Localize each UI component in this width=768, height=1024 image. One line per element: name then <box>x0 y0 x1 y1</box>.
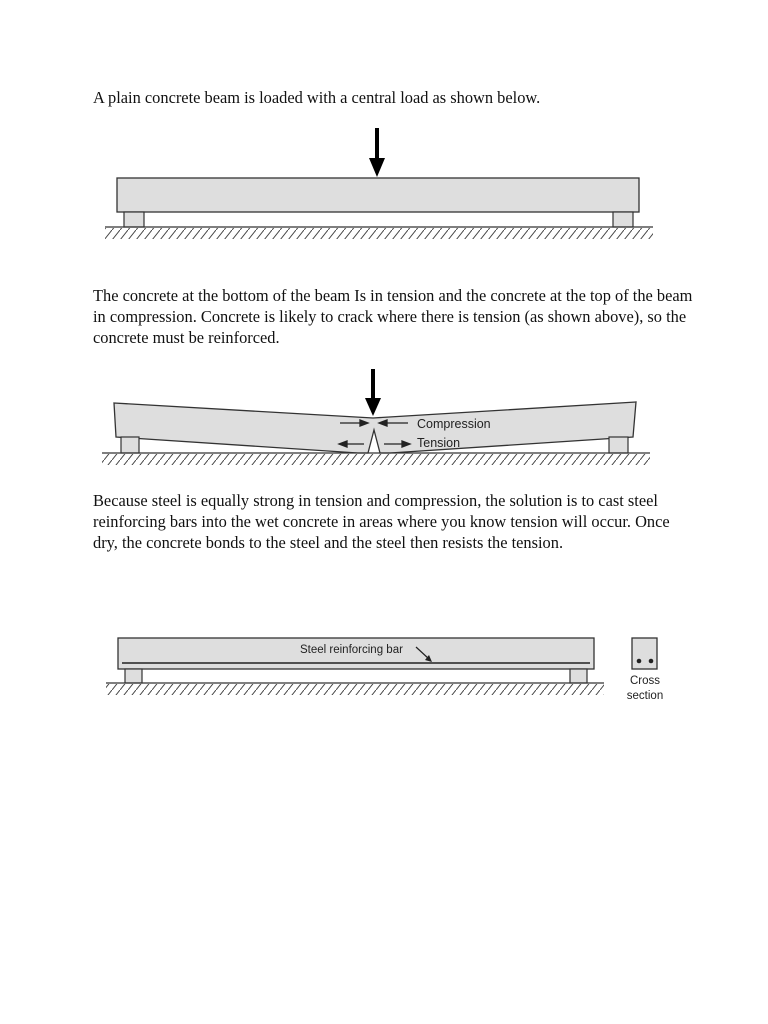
cross-section-label-line1: Cross <box>629 675 661 687</box>
figure-deflected-beam <box>0 365 768 475</box>
right-support <box>613 212 633 227</box>
right-support <box>570 669 587 683</box>
figure-reinforced-beam <box>0 630 768 710</box>
figure-plain-beam <box>0 120 768 250</box>
load-arrow-icon <box>369 128 385 177</box>
reinforcement-paragraph: Because steel is equally strong in tension and compression, the solution is to cast steel reinforcing bars into the wet concrete in areas where you know tension will occur. Once dry, the concrete bonds to the steel and the steel then resists the tension. <box>93 491 670 552</box>
compression-label: Compression <box>417 417 491 431</box>
ground-hatch <box>102 453 650 465</box>
tension-label: Tension <box>417 436 461 450</box>
intro-paragraph: A plain concrete beam is loaded with a central load as shown below. <box>93 88 541 107</box>
load-arrow-icon <box>365 369 381 416</box>
cross-section-label-line2: section <box>626 690 664 702</box>
left-support <box>124 212 144 227</box>
ground-hatch <box>105 227 653 239</box>
tension-paragraph: The concrete at the bottom of the beam Is in tension and the concrete at the top of the beam in compression. Concrete is likely to crack where there is tension (as shown above), so the concrete must be reinforced. <box>93 286 693 347</box>
right-support <box>609 437 628 453</box>
concrete-beam <box>117 178 639 212</box>
steel-bar-label: Steel reinforcing bar <box>300 644 403 656</box>
left-support <box>125 669 142 683</box>
left-support <box>121 437 139 453</box>
ground-hatch <box>106 683 604 695</box>
cross-section-icon <box>632 638 657 669</box>
